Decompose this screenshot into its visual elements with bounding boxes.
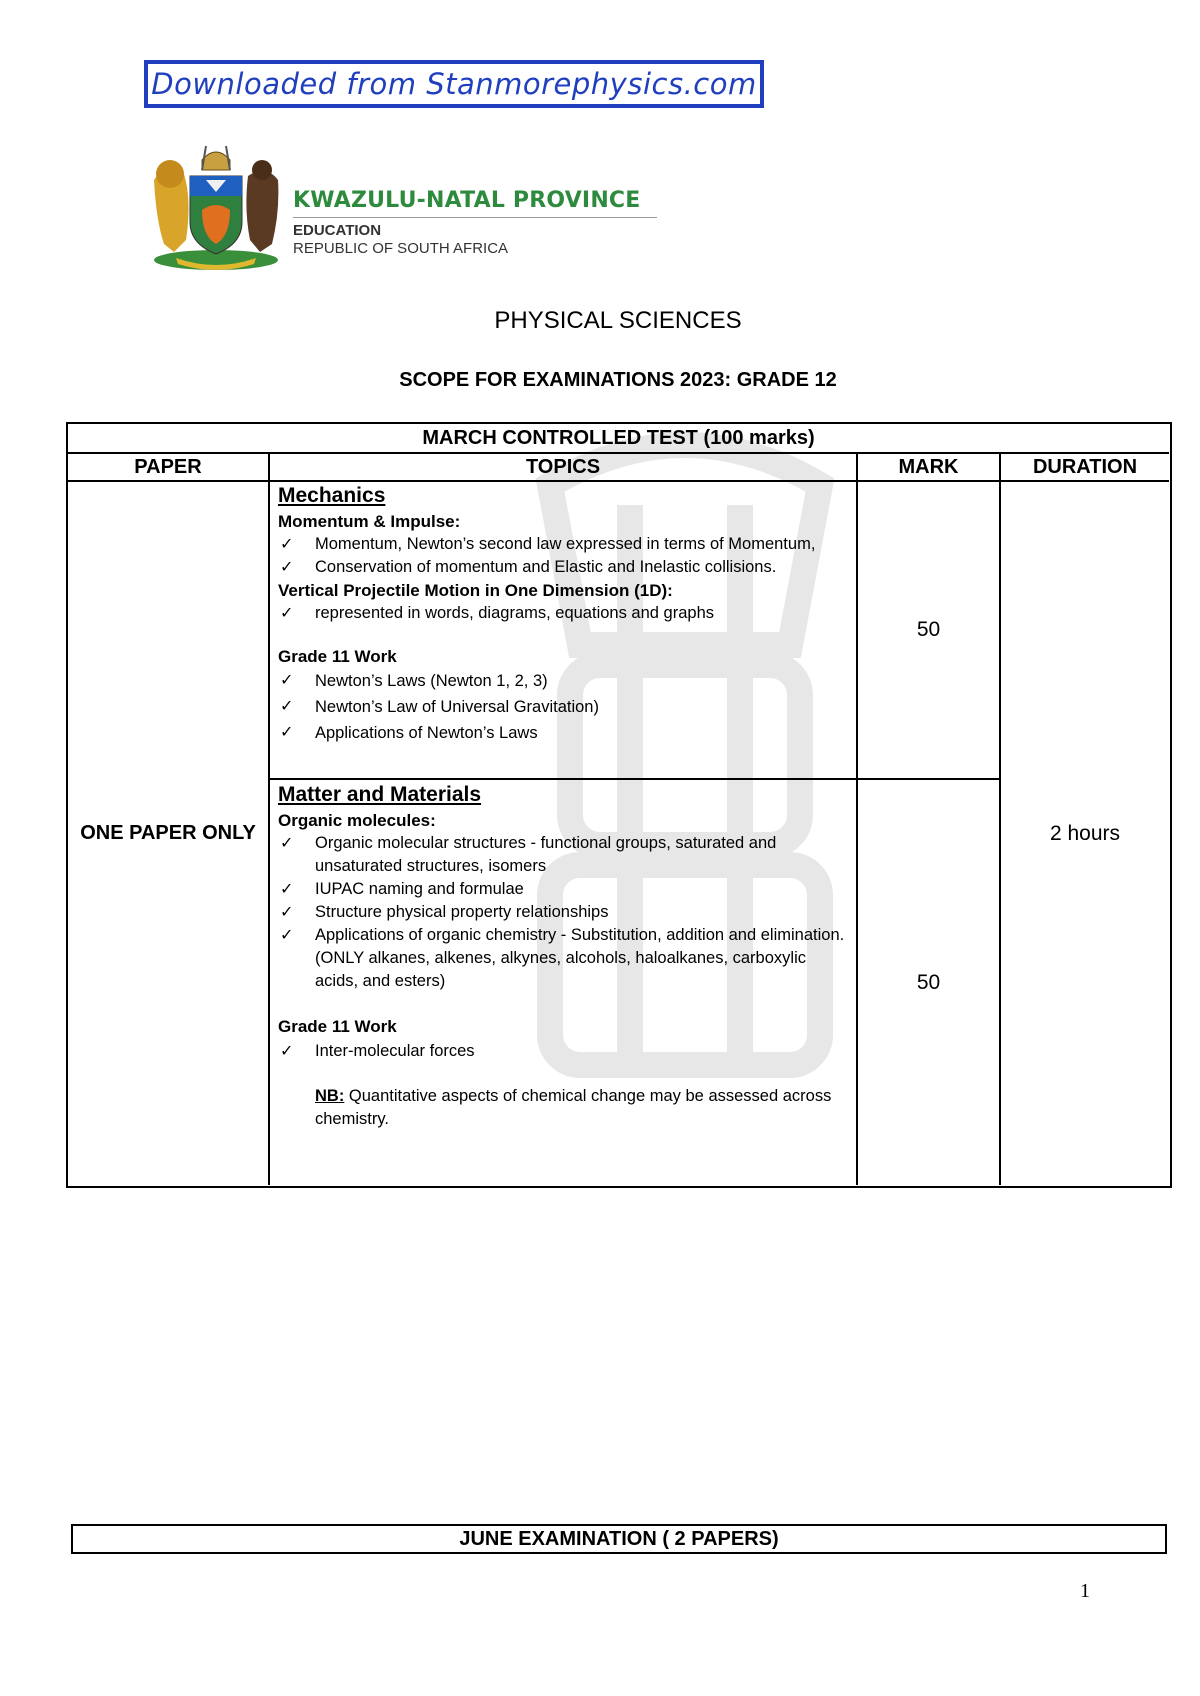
- check-icon: ✓: [280, 536, 294, 553]
- matter-topics-cell: [278, 781, 848, 1185]
- list-item: ✓ Newton’s Laws (Newton 1, 2, 3): [278, 668, 848, 694]
- page-number: 1: [1080, 1580, 1090, 1602]
- check-icon: ✓: [280, 724, 294, 741]
- list-item: ✓ IUPAC naming and formulae: [278, 878, 848, 901]
- check-icon: ✓: [280, 605, 294, 622]
- momentum-heading: Momentum & Impulse:: [278, 512, 461, 531]
- mechanics-topics-cell: [278, 482, 848, 778]
- nb-note: NB: Quantitative aspects of chemical change may be assessed across chemistry.: [315, 1087, 832, 1128]
- column-header-topics: TOPICS: [525, 456, 601, 478]
- june-exam-heading: JUNE EXAMINATION ( 2 PAPERS): [71, 1524, 1167, 1554]
- column-header-duration: DURATION: [1032, 456, 1138, 478]
- document-title: PHYSICAL SCIENCES: [494, 307, 742, 334]
- check-icon: ✓: [280, 927, 294, 944]
- download-banner-text: Downloaded from Stanmorephysics.com: [151, 67, 757, 101]
- column-header-mark: MARK: [898, 456, 959, 478]
- list-item: ✓ represented in words, diagrams, equations and graphs: [278, 602, 848, 625]
- download-banner[interactable]: [144, 60, 764, 108]
- march-test-table: [66, 422, 1172, 1188]
- grade11-heading: Grade 11 Work: [278, 1017, 397, 1036]
- mechanics-heading: Mechanics: [278, 484, 386, 507]
- matter-heading: Matter and Materials: [278, 783, 482, 806]
- check-icon: ✓: [280, 672, 294, 689]
- organic-heading: Organic molecules:: [278, 811, 436, 830]
- column-divider: [268, 452, 270, 1185]
- matter-mark-cell: 50: [916, 971, 941, 994]
- column-header-paper: PAPER: [134, 456, 202, 478]
- list-item: ✓ Applications of organic chemistry - Substitution, addition and elimination.: [278, 924, 848, 947]
- country-name: REPUBLIC OF SOUTH AFRICA: [293, 240, 509, 257]
- list-item: ✓ Structure physical property relationships: [278, 901, 848, 924]
- organic-note: (ONLY alkanes, alkenes, alkynes, alcohols, haloalkanes, carboxylic acids, and esters): [315, 949, 806, 990]
- check-icon: ✓: [280, 698, 294, 715]
- march-test-heading: MARCH CONTROLLED TEST (100 marks): [422, 427, 815, 449]
- list-item: ✓ Inter-molecular forces: [278, 1038, 848, 1065]
- duration-cell: 2 hours: [1049, 821, 1121, 845]
- check-icon: ✓: [280, 904, 294, 921]
- check-icon: ✓: [280, 881, 294, 898]
- list-item: ✓ Conservation of momentum and Elastic and Inelastic collisions.: [278, 556, 848, 579]
- mechanics-mark-cell: 50: [916, 618, 941, 641]
- list-item: ✓ Momentum, Newton’s second law expressed in terms of Momentum,: [278, 533, 848, 556]
- check-icon: ✓: [280, 1043, 294, 1060]
- department-header: [293, 188, 657, 258]
- projectile-heading: Vertical Projectile Motion in One Dimension (1D):: [278, 581, 673, 600]
- header-divider: [293, 217, 657, 218]
- paper-cell: ONE PAPER ONLY: [80, 822, 256, 844]
- list-item: ✓ Applications of Newton’s Laws: [278, 720, 848, 746]
- grade11-heading: Grade 11 Work: [278, 647, 397, 666]
- kzn-coat-of-arms-icon: [146, 140, 286, 274]
- document-subtitle: SCOPE FOR EXAMINATIONS 2023: GRADE 12: [399, 369, 837, 391]
- check-icon: ✓: [280, 835, 294, 852]
- row-divider: [268, 778, 999, 780]
- list-item: ✓ Newton’s Law of Universal Gravitation): [278, 694, 848, 720]
- department-name: EDUCATION: [293, 222, 382, 239]
- province-name: KWAZULU-NATAL PROVINCE: [293, 188, 641, 213]
- check-icon: ✓: [280, 559, 294, 576]
- list-item: ✓ Organic molecular structures - functional groups, saturated and unsaturated structures, isomers: [280, 834, 777, 875]
